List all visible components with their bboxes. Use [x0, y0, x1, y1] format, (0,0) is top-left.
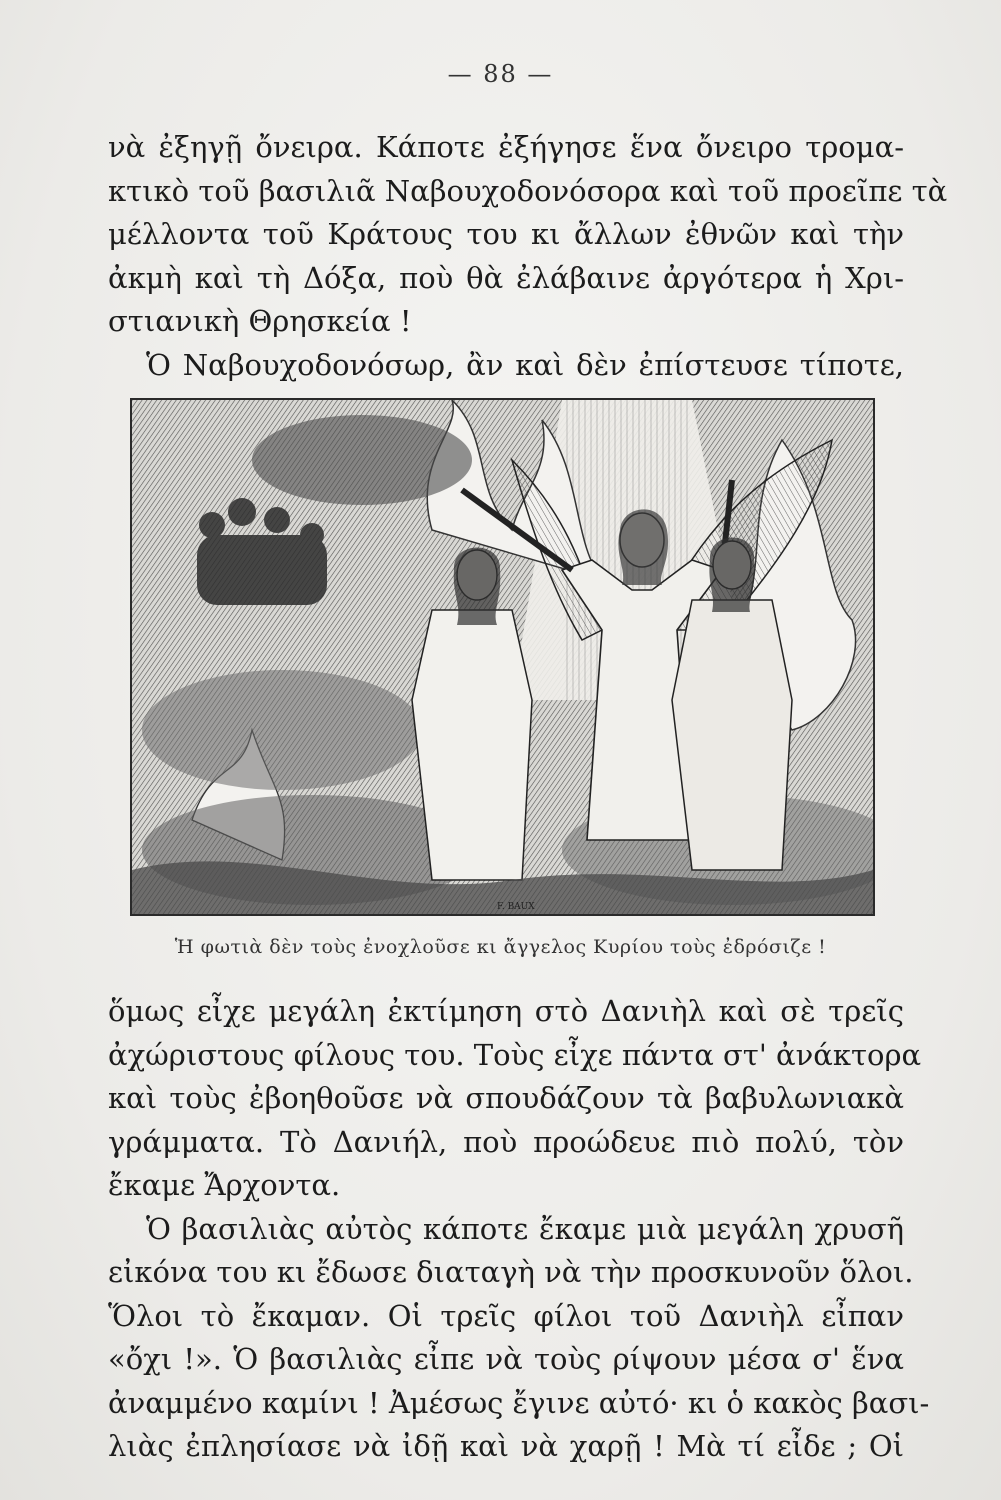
text-line: ἀκμὴ καὶ τὴ Δόξα, ποὺ θὰ ἐλάβαινε ἀργότερα ἡ Χρι- [108, 260, 904, 295]
text-line: νὰ ἐξηγῇ ὄνειρα. Κάποτε ἐξήγησε ἕνα ὄνειρο τρομα- [108, 130, 904, 164]
text-line: γράμματα. Τὸ Δανιήλ, ποὺ προώδευε πιὸ πολύ, τὸν [108, 1124, 904, 1159]
text-line: Ὅλοι τὸ ἔκαμαν. Οἱ τρεῖς φίλοι τοῦ Δανιὴλ εἶπαν [108, 1298, 904, 1333]
text-line: εἰκόνα του κι ἔδωσε διαταγὴ νὰ τὴν προσκυνοῦν ὅλοι. [108, 1255, 914, 1289]
text-line: ἀχώριστους φίλους του. Τοὺς εἶχε πάντα στ' ἀνάκτορα [108, 1037, 922, 1072]
text-line: στιανικὴ Θρησκεία ! [108, 304, 412, 338]
figure-caption: Ἡ φωτιὰ δὲν τοὺς ἐνοχλοῦσε κι ἄγγελος Κυρίου τοὺς ἐδρόσιζε ! [174, 936, 827, 958]
text-line: καὶ τοὺς ἐβοηθοῦσε νὰ σπουδάζουν τὰ βαβυλωνιακὰ [108, 1081, 904, 1115]
page-number: — 88 — [447, 60, 554, 88]
smoke-cloud [142, 670, 422, 790]
text-line: Ὁ βασιλιὰς αὐτὸς κάποτε ἔκαμε μιὰ μεγάλη χρυσῆ [146, 1211, 904, 1246]
top-paragraph [108, 126, 948, 387]
text-line: «ὄχι !». Ὁ βασιλιὰς εἶπε νὰ τοὺς ρίψουν μέσα σ' ἕνα [108, 1342, 904, 1376]
text-line: ἔκαμε Ἄρχοντα. [108, 1168, 341, 1202]
text-line: ὅμως εἶχε μεγάλη ἐκτίμηση στὸ Δανιὴλ καὶ σὲ τρεῖς [108, 994, 904, 1028]
bottom-paragraph [108, 990, 930, 1469]
engraver-signature: F. BAUX [497, 902, 535, 912]
text-line: ἀναμμένο καμίνι ! Ἀμέσως ἔγινε αὐτό· κι ὁ κακὸς βασι- [108, 1385, 930, 1420]
fiery-furnace-engraving [132, 400, 873, 914]
engraving-illustration [130, 398, 875, 916]
text-line: μέλλοντα τοῦ Κράτους του κι ἄλλων ἐθνῶν καὶ τὴν [108, 217, 904, 251]
text-line: λιὰς ἐπλησίασε νὰ ἰδῇ καὶ νὰ χαρῇ ! Μὰ τί εἶδε ; Οἱ [108, 1429, 904, 1463]
smoke-cloud [252, 415, 472, 505]
text-line: Ὁ Ναβουχοδονόσωρ, ἂν καὶ δὲν ἐπίστευσε τίποτε, [146, 347, 904, 382]
text-line: κτικὸ τοῦ βασιλιᾶ Ναβουχοδονόσορα καὶ τοῦ προεῖπε τὰ [108, 173, 948, 208]
